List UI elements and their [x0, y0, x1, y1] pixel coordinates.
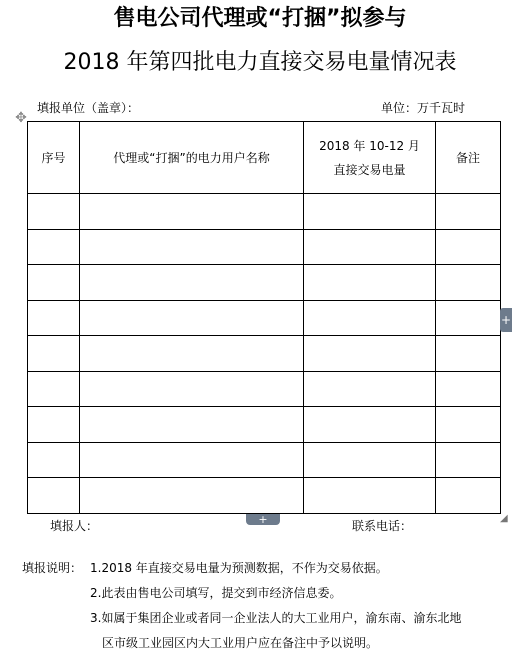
table-cell[interactable]	[436, 371, 501, 407]
table-cell[interactable]	[28, 336, 80, 372]
notes-label: 填报说明：	[22, 561, 83, 575]
table-cell[interactable]	[80, 300, 304, 336]
table-cell[interactable]	[80, 478, 304, 514]
table-cell[interactable]	[436, 442, 501, 478]
table-row	[28, 194, 501, 230]
filler-label: 填报人：	[50, 519, 99, 533]
table-row	[28, 407, 501, 443]
table-cell[interactable]	[28, 371, 80, 407]
table-cell[interactable]	[304, 407, 436, 443]
note-item-2: 2.此表由售电公司填写，提交到市经济信息委。	[90, 586, 342, 600]
table-row	[28, 336, 501, 372]
table-cell[interactable]	[28, 478, 80, 514]
move-arrows-icon[interactable]: ✥	[15, 110, 27, 126]
table-cell[interactable]	[304, 336, 436, 372]
table-cell[interactable]	[304, 442, 436, 478]
table-row	[28, 371, 501, 407]
table-body	[28, 194, 501, 514]
add-row-plus-icon[interactable]: +	[246, 514, 280, 525]
table-cell[interactable]	[436, 407, 501, 443]
table-cell[interactable]	[436, 336, 501, 372]
table-cell[interactable]	[436, 265, 501, 301]
header-volume-label: 直接交易电量	[333, 162, 406, 177]
table-cell[interactable]	[80, 407, 304, 443]
table-cell[interactable]	[436, 194, 501, 230]
contact-phone-label: 联系电话：	[352, 519, 413, 533]
reporting-unit-label: 填报单位（盖章）：	[37, 101, 140, 115]
table-cell[interactable]	[304, 300, 436, 336]
table-cell[interactable]	[304, 265, 436, 301]
header-trading-volume	[304, 122, 436, 194]
table-cell[interactable]	[28, 442, 80, 478]
resize-corner-icon[interactable]: ◢	[500, 513, 508, 524]
table-cell[interactable]	[304, 478, 436, 514]
table-cell[interactable]	[28, 300, 80, 336]
table-cell[interactable]	[80, 442, 304, 478]
table-cell[interactable]	[80, 194, 304, 230]
header-user-name: 代理或“打捆”的电力用户名称	[80, 122, 304, 194]
unit-of-measure-label: 单位：万千瓦时	[381, 101, 466, 115]
table-header-row	[28, 122, 501, 194]
note-item-3-line2: 区市级工业园区内大工业用户应在备注中予以说明。	[102, 636, 379, 650]
table-cell[interactable]	[80, 265, 304, 301]
table-cell[interactable]	[436, 229, 501, 265]
table-cell[interactable]	[28, 229, 80, 265]
table-row	[28, 300, 501, 336]
note-item-1: 1.2018 年直接交易电量为预测数据，不作为交易依据。	[90, 561, 388, 575]
table-cell[interactable]	[80, 229, 304, 265]
table-cell[interactable]	[304, 371, 436, 407]
table-cell[interactable]	[304, 194, 436, 230]
table-row	[28, 442, 501, 478]
table-cell[interactable]	[304, 229, 436, 265]
header-remark: 备注	[436, 122, 501, 194]
document-title-line1: 售电公司代理或“打捆”拟参与	[113, 6, 407, 31]
table-row	[28, 478, 501, 514]
table-cell[interactable]	[28, 407, 80, 443]
header-volume-period: 2018 年 10-12 月	[319, 138, 420, 153]
table-cell[interactable]	[436, 478, 501, 514]
table-row	[28, 265, 501, 301]
add-column-plus-icon[interactable]: +	[500, 308, 512, 332]
table-cell[interactable]	[28, 194, 80, 230]
table-row	[28, 229, 501, 265]
table-cell[interactable]	[80, 336, 304, 372]
note-item-3-line1: 3.如属于集团企业或者同一企业法人的大工业用户，渝东南、渝东北地	[90, 611, 462, 625]
document-title-line2: 2018 年第四批电力直接交易电量情况表	[63, 50, 457, 75]
header-seq: 序号	[28, 122, 80, 194]
table-cell[interactable]	[28, 265, 80, 301]
table-cell[interactable]	[80, 371, 304, 407]
table-cell[interactable]	[436, 300, 501, 336]
electricity-volume-table	[27, 121, 501, 514]
